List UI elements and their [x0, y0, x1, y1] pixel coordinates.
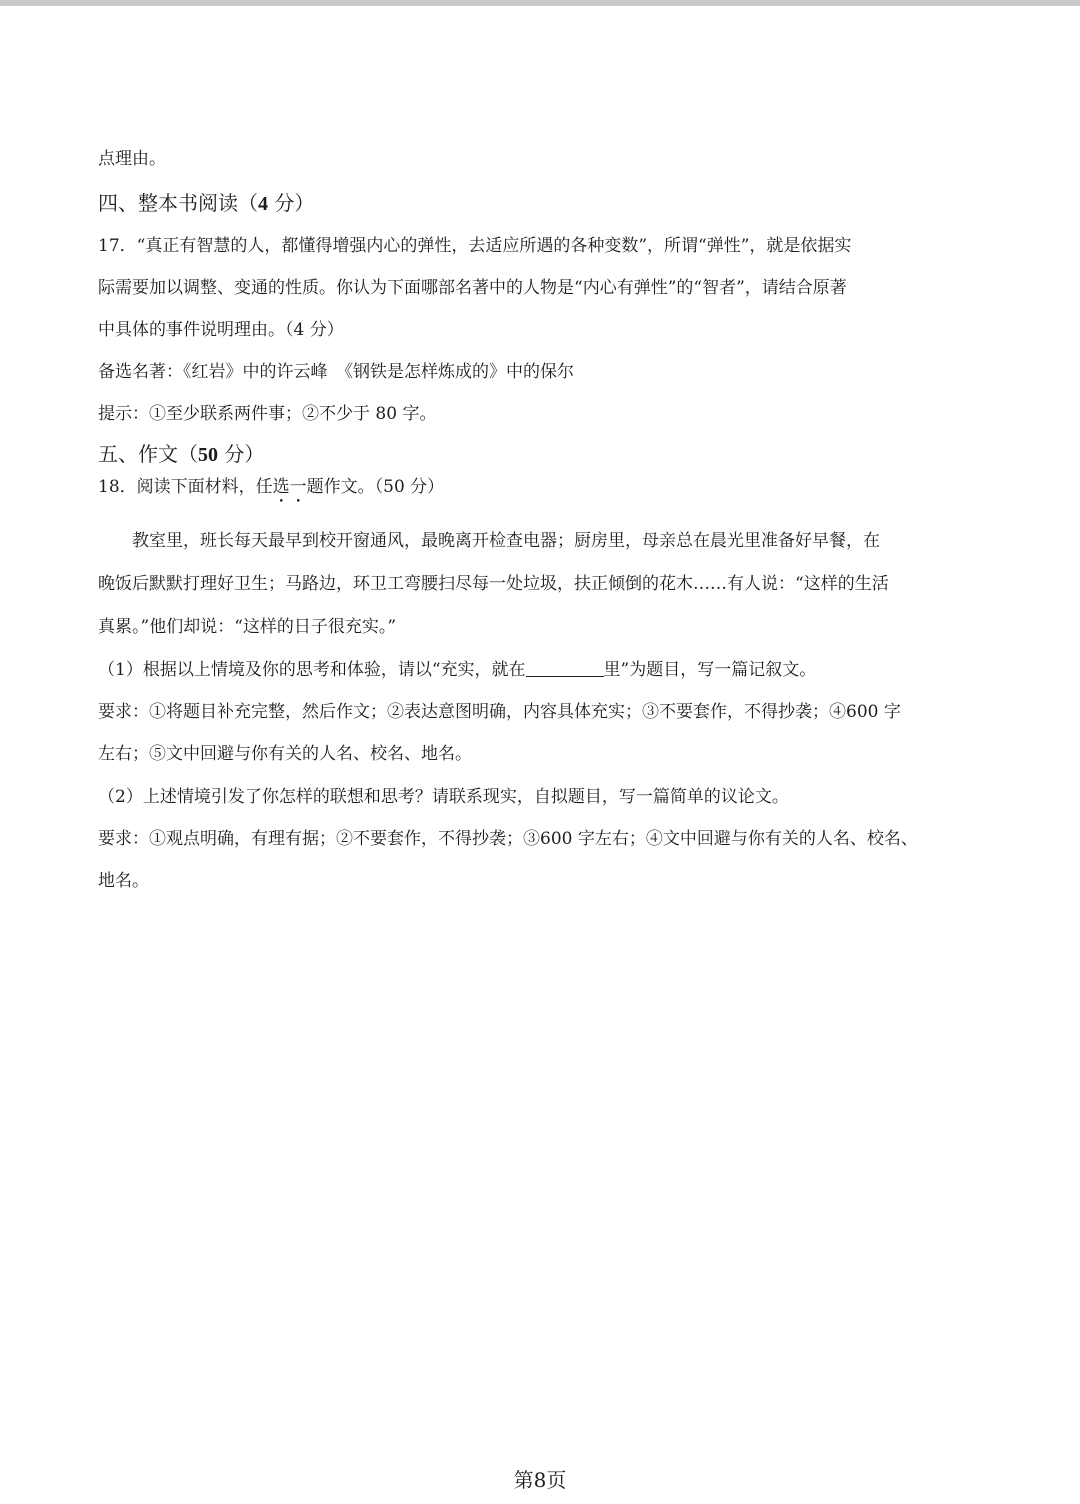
writing-material: [98, 527, 998, 641]
option-2: （2）上述情境引发了你怎样的联想和思考？请联系现实，自拟题目，写一篇简单的议论文。: [98, 787, 789, 807]
q17-line-1: 17．“真正有智慧的人，都懂得增强内心的弹性，去适应所遇的各种变数”，所谓“弹性”，就是依据实: [98, 236, 852, 256]
question-17: [98, 232, 998, 428]
question-18: 18．阅读下面材料，任选一题作文。（50 分）: [98, 477, 445, 497]
option-1-req-line-1: 要求：①将题目补充完整，然后作文；②表达意图明确，内容具体充实；③不要套作，不得抄袭；④600 字: [98, 702, 901, 722]
option-1: （1）根据以上情境及你的思考和体验，请以“充实，就在 里”为题目，写一篇记叙文。: [98, 660, 817, 680]
section-4-score: 4: [258, 193, 268, 215]
material-line-1: 教室里，班长每天最早到校开窗通风，最晚离开检查电器；厨房里，母亲总在晨光里准备好早餐，在: [98, 531, 880, 551]
section-heading-4: 四、整本书阅读（4 分）: [98, 191, 315, 215]
material-line-2: 晚饭后默默打理好卫生；马路边，环卫工弯腰扫尽每一处垃圾，扶正倾倒的花木……有人说：“这样的生活: [98, 574, 889, 594]
option-2-req-line-2: 地名。: [98, 871, 149, 891]
q17-line-3: 中具体的事件说明理由。（4 分）: [98, 320, 344, 340]
scan-top-edge: [0, 0, 1080, 6]
section-heading-5: 五、作文（50 分）: [98, 442, 265, 466]
exam-page-content: [98, 145, 998, 895]
emphasized-phrase: 选一: [272, 477, 307, 497]
page-number: 第8页: [513, 1468, 567, 1492]
option-2-req-line-1: 要求：①观点明确，有理有据；②不要套作，不得抄袭；③600 字左右；④文中回避与你有关的人名、校名、: [98, 829, 918, 849]
option-1-req-line-2: 左右；⑤文中回避与你有关的人名、校名、地名。: [98, 744, 472, 764]
material-line-3: 真累。”他们却说：“这样的日子很充实。”: [98, 617, 397, 637]
continuation-line: 点理由。: [98, 149, 166, 169]
q17-book-options: 备选名著：《红岩》中的许云峰 《钢铁是怎样炼成的》中的保尔: [98, 362, 574, 382]
q17-line-2: 际需要加以调整、变通的性质。你认为下面哪部名著中的人物是“内心有弹性”的“智者”，请结合原著: [98, 278, 847, 298]
q17-hint: 提示：①至少联系两件事；②不少于 80 字。: [98, 404, 437, 424]
title-blank: [526, 658, 604, 677]
section-5-score: 50: [198, 444, 218, 466]
